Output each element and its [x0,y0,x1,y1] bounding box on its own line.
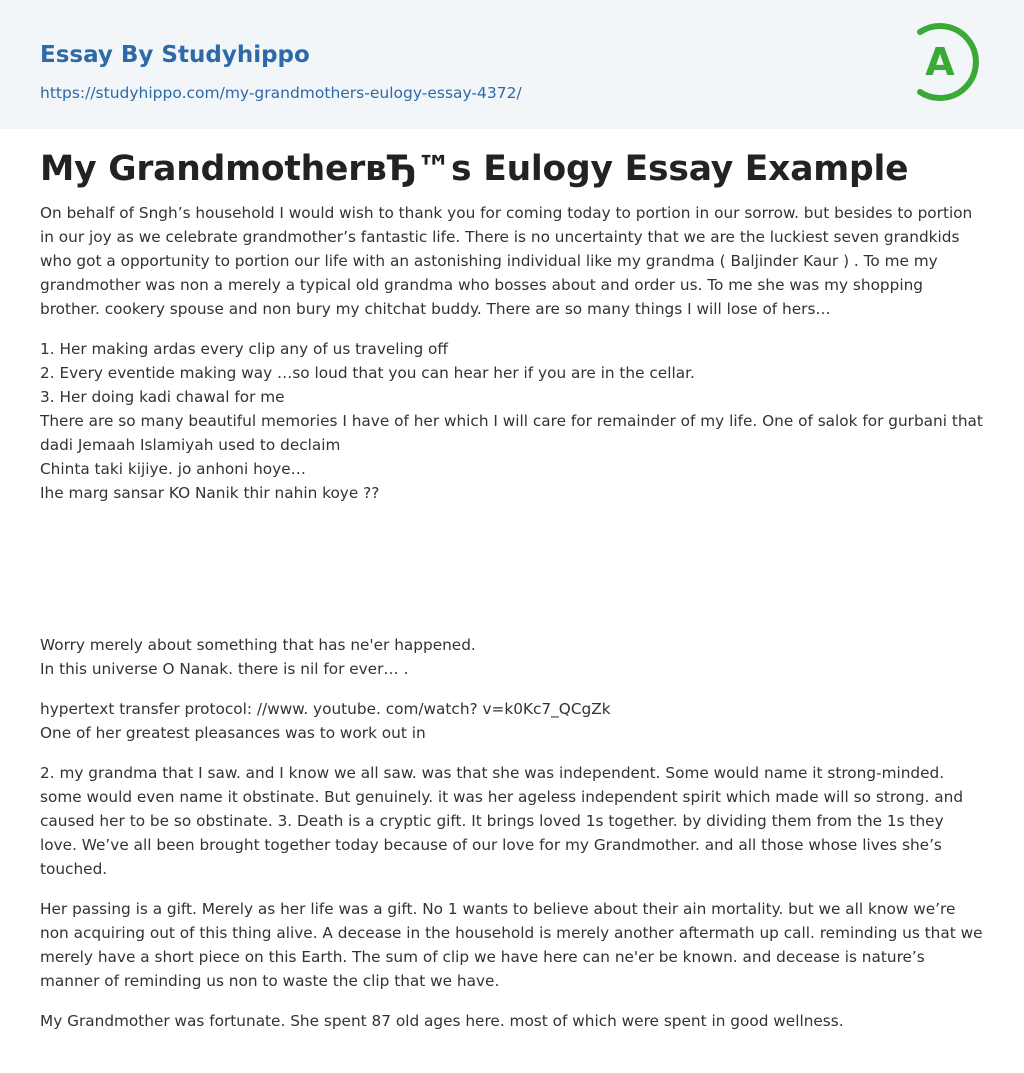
brand-title[interactable]: Essay By Studyhippo [40,42,310,68]
essay-title: My GrandmotherвЂ™s Eulogy Essay Example [40,149,909,189]
paragraph-list [40,337,984,505]
paragraph-independent: 2. my grandma that I saw. and I know we all saw. was that she was independent. Some would name it strong-minded. some would even name it obstinate. But genuinely. it was her ageless independent spirit which made will so strong. and caused her to be so obstinate. 3. Death is a cryptic gift. It brings loved 1s together. by dividing them from the 1s they love. We’ve all been brought together today because of our love for my Grandmother. and all those whose lives she’s touched. [40,764,964,878]
text-line: hypertext transfer protocol: //www. youtube. com/watch? v=k0Kc7_QCgZk [40,700,611,718]
text-line: One of her greatest pleasances was to work out in [40,724,426,742]
paragraph-link [40,697,984,745]
list-item: 2. Every eventide making way …so loud that you can hear her if you are in the cellar. [40,364,695,382]
paragraph-fortunate: My Grandmother was fortunate. She spent 87 old ages here. most of which were spent in good wellness. [40,1012,844,1030]
page-url-link[interactable]: https://studyhippo.com/my-grandmothers-eulogy-essay-4372/ [40,84,522,102]
list-item: 3. Her doing kadi chawal for me [40,388,285,406]
paragraph-passing: Her passing is a gift. Merely as her life was a gift. No 1 wants to believe about their ain mortality. but we all know we’re non acquiring out of this thing alive. A decease in the household is merely another aftermath up call. reminding us that we merely have a short piece on this Earth. The sum of clip we have here can ne'er be known. and decease is nature’s manner of reminding us non to waste the clip that we have. [40,900,983,990]
text-line: In this universe O Nanak. there is nil for ever… . [40,660,409,678]
list-item: There are so many beautiful memories I have of her which I will care for remainder of my life. One of salok for gurbani that dadi Jemaah Islamiyah used to declaim [40,412,983,454]
essay-content [40,201,984,1033]
studyhippo-logo-icon[interactable] [910,18,988,106]
paragraph-worry [40,633,984,681]
list-item: Ihe marg sansar KO Nanik thir nahin koye ?? [40,484,380,502]
logo-letter: A [925,40,955,84]
content-spacer [40,521,984,633]
list-item: 1. Her making ardas every clip any of us traveling off [40,340,448,358]
site-header [0,0,1024,129]
essay-main [0,129,1024,1033]
paragraph-intro: On behalf of Sngh’s household I would wish to thank you for coming today to portion in our sorrow. but besides to portion in our joy as we celebrate grandmother’s fantastic life. There is no uncertainty that we are the luckiest seven grandkids who got a opportunity to portion our life with an astonishing individual like my grandma ( Baljinder Kaur ) . To me my grandmother was non a merely a typical old grandma who bosses about and order us. To me she was my shopping brother. cookery spouse and non bury my chitchat buddy. There are so many things I will lose of hers… [40,204,973,318]
list-item: Chinta taki kijiye. jo anhoni hoye… [40,460,306,478]
text-line: Worry merely about something that has ne'er happened. [40,636,476,654]
